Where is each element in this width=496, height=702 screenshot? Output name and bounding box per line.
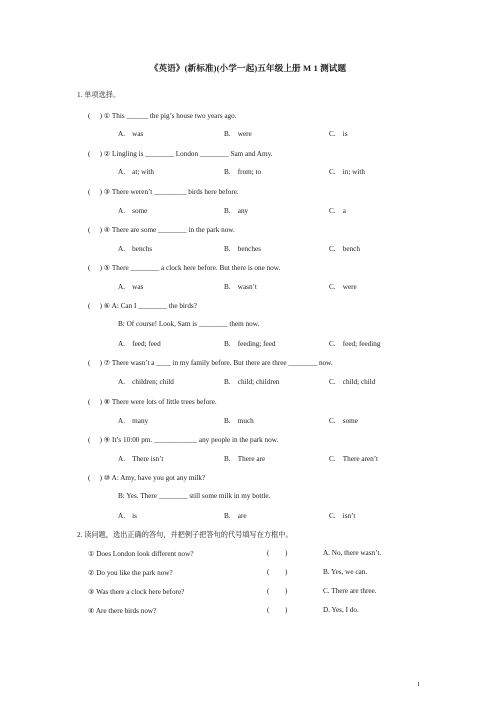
question-10: ( ) ⑩ A: Amy, have you got any milk?	[88, 473, 205, 482]
page-number: 1	[417, 681, 421, 688]
option-c: C. feed; feeding	[329, 340, 381, 348]
question-6-line-2: B: Of course! Look, Sam is ________ them now.	[118, 320, 260, 328]
answer-blank[interactable]	[88, 112, 102, 120]
match-answer-b: B. Yes, we can.	[323, 568, 368, 576]
match-question-1: ① Does London look different now?	[88, 550, 194, 558]
option-c: C. a	[329, 207, 346, 215]
option-a: A. is	[118, 512, 137, 520]
question-5: ( ) ⑤ There ________ a clock here before. But there is one now.	[88, 263, 280, 272]
option-b: B. any	[224, 207, 249, 215]
match-answer-c: C. There are three.	[323, 587, 377, 595]
option-b: B. were	[224, 130, 252, 138]
question-2: ( ) ② Lingling is ________ London ________ Sam and Amy.	[88, 149, 273, 158]
option-b: B. child; children	[224, 378, 280, 386]
option-a: A. children; child	[118, 378, 174, 386]
answer-blank[interactable]	[88, 474, 102, 482]
option-c: C. bench	[329, 245, 360, 253]
answer-blank[interactable]	[88, 226, 102, 234]
option-b: B. are	[224, 512, 247, 520]
question-9: ( ) ⑨ It’s 10:00 pm. ____________ any people in the park now.	[88, 435, 278, 444]
option-a: A. feed; feed	[118, 340, 161, 348]
option-c: C. were	[329, 283, 357, 291]
option-b: B. much	[224, 417, 254, 425]
answer-blank[interactable]	[88, 359, 102, 367]
answer-blank[interactable]	[88, 398, 102, 406]
answer-blank[interactable]	[88, 264, 102, 272]
section-2-heading: 2. 读问题，选出正确的答句，并把例子把答句的代号填写在方框中。	[77, 531, 293, 539]
question-1: ( ) ① This ______ the pig’s house two years ago.	[88, 111, 237, 120]
option-a: A. There isn’t	[118, 455, 164, 463]
option-a: A. many	[118, 417, 149, 425]
section-1-heading: 1. 单项选择。	[77, 91, 121, 99]
option-b: B. from; to	[224, 168, 262, 176]
option-a: A. at; with	[118, 168, 154, 176]
option-a: A. benchs	[118, 245, 153, 253]
match-question-2: ② Do you like the park now?	[88, 569, 173, 577]
option-a: A. some	[118, 207, 148, 215]
answer-blank[interactable]	[88, 302, 102, 310]
option-b: B. wasn’t	[224, 283, 257, 291]
question-4: ( ) ④ There are some ________ in the park now.	[88, 225, 235, 234]
answer-blank[interactable]	[88, 188, 102, 196]
match-question-3: ③ Was there a clock here before?	[88, 588, 185, 596]
question-6: ( ) ⑥ A: Can I ________ the birds?	[88, 301, 197, 310]
option-b: B. benches	[224, 245, 261, 253]
answer-blank[interactable]	[88, 436, 102, 444]
option-b: B. There are	[224, 455, 266, 463]
question-7: ( ) ⑦ There wasn’t a ____ in my family before. But there are three ________ now.	[88, 358, 333, 367]
option-c: C. There aren’t	[329, 455, 378, 463]
option-a: A. was	[118, 130, 144, 138]
answer-blank[interactable]	[88, 150, 102, 158]
option-c: C. is	[329, 130, 348, 138]
option-b: B. feeding; feed	[224, 340, 276, 348]
page-title: 《英语》(新标准)(小学一起)五年级上册 M 1 测试题	[149, 63, 347, 73]
question-10-line-2: B: Yes. There ________ still some milk in my bottle.	[118, 492, 271, 500]
match-answer-d: D. Yes, I do.	[323, 606, 359, 614]
question-3: ( ) ③ There weren’t _________ birds here before.	[88, 187, 239, 196]
match-answer-a: A. No, there wasn’t.	[323, 549, 382, 557]
question-8: ( ) ⑧ There were lots of little trees before.	[88, 397, 217, 406]
option-c: C. some	[329, 417, 358, 425]
option-a: A. was	[118, 283, 144, 291]
match-question-4: ④ Are there birds now?	[88, 607, 157, 615]
option-c: C. child; child	[329, 378, 376, 386]
option-c: C. in; with	[329, 168, 365, 176]
option-c: C. isn’t	[329, 512, 356, 520]
